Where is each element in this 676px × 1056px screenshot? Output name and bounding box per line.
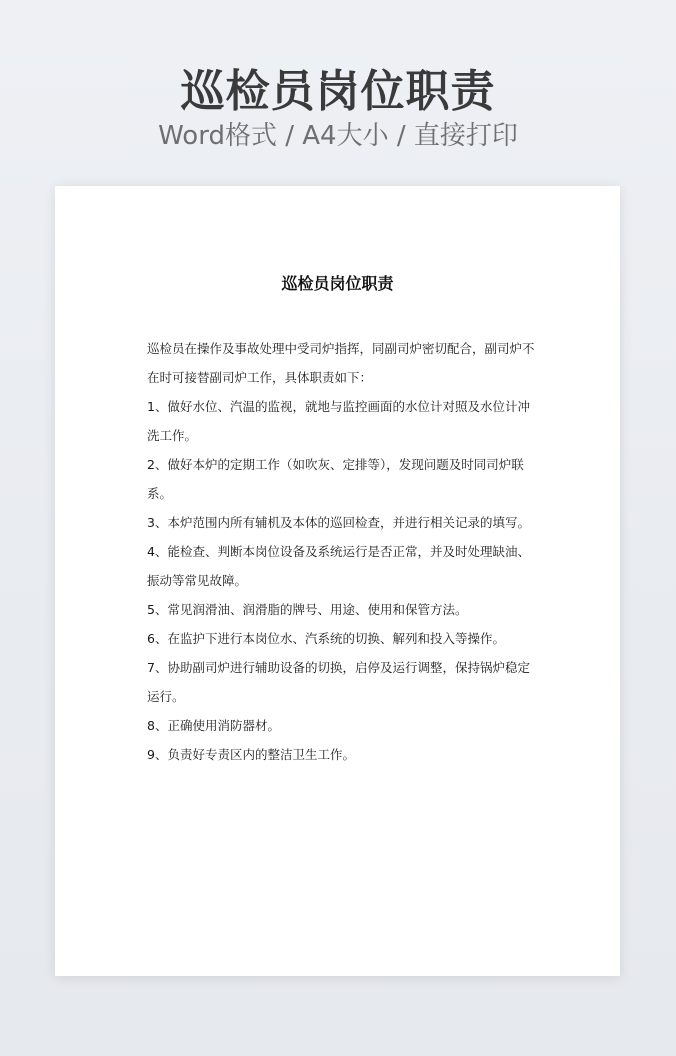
duty-item-6: 6、在监护下进行本岗位水、汽系统的切换、解列和投入等操作。	[147, 631, 505, 646]
duty-item-7: 7、协助副司炉进行辅助设备的切换，启停及运行调整，保持锅炉稳定运行。	[147, 660, 530, 704]
banner-subtitle: Word格式 / A4大小 / 直接打印	[158, 121, 518, 151]
document-body	[147, 334, 537, 769]
duty-item-9: 9、负责好专责区内的整洁卫生工作。	[147, 747, 355, 762]
intro-paragraph: 巡检员在操作及事故处理中受司炉指挥，同副司炉密切配合，副司炉不在时可接替副司炉工作，具体职责如下：	[147, 341, 535, 385]
document-page	[55, 186, 620, 976]
duty-item-3: 3、本炉范围内所有辅机及本体的巡回检查，并进行相关记录的填写。	[147, 515, 530, 530]
duty-item-8: 8、正确使用消防器材。	[147, 718, 280, 733]
banner-title: 巡检员岗位职责	[180, 66, 496, 117]
duty-item-5: 5、常见润滑油、润滑脂的牌号、用途、使用和保管方法。	[147, 602, 468, 617]
duty-item-2: 2、做好本炉的定期工作（如吹灰、定排等），发现问题及时同司炉联系。	[147, 457, 524, 501]
document-title: 巡检员岗位职责	[281, 274, 394, 293]
duty-item-1: 1、做好水位、汽温的监视，就地与监控画面的水位计对照及水位计冲洗工作。	[147, 399, 530, 443]
duty-item-4: 4、能检查、判断本岗位设备及系统运行是否正常，并及时处理缺油、振动等常见故障。	[147, 544, 530, 588]
